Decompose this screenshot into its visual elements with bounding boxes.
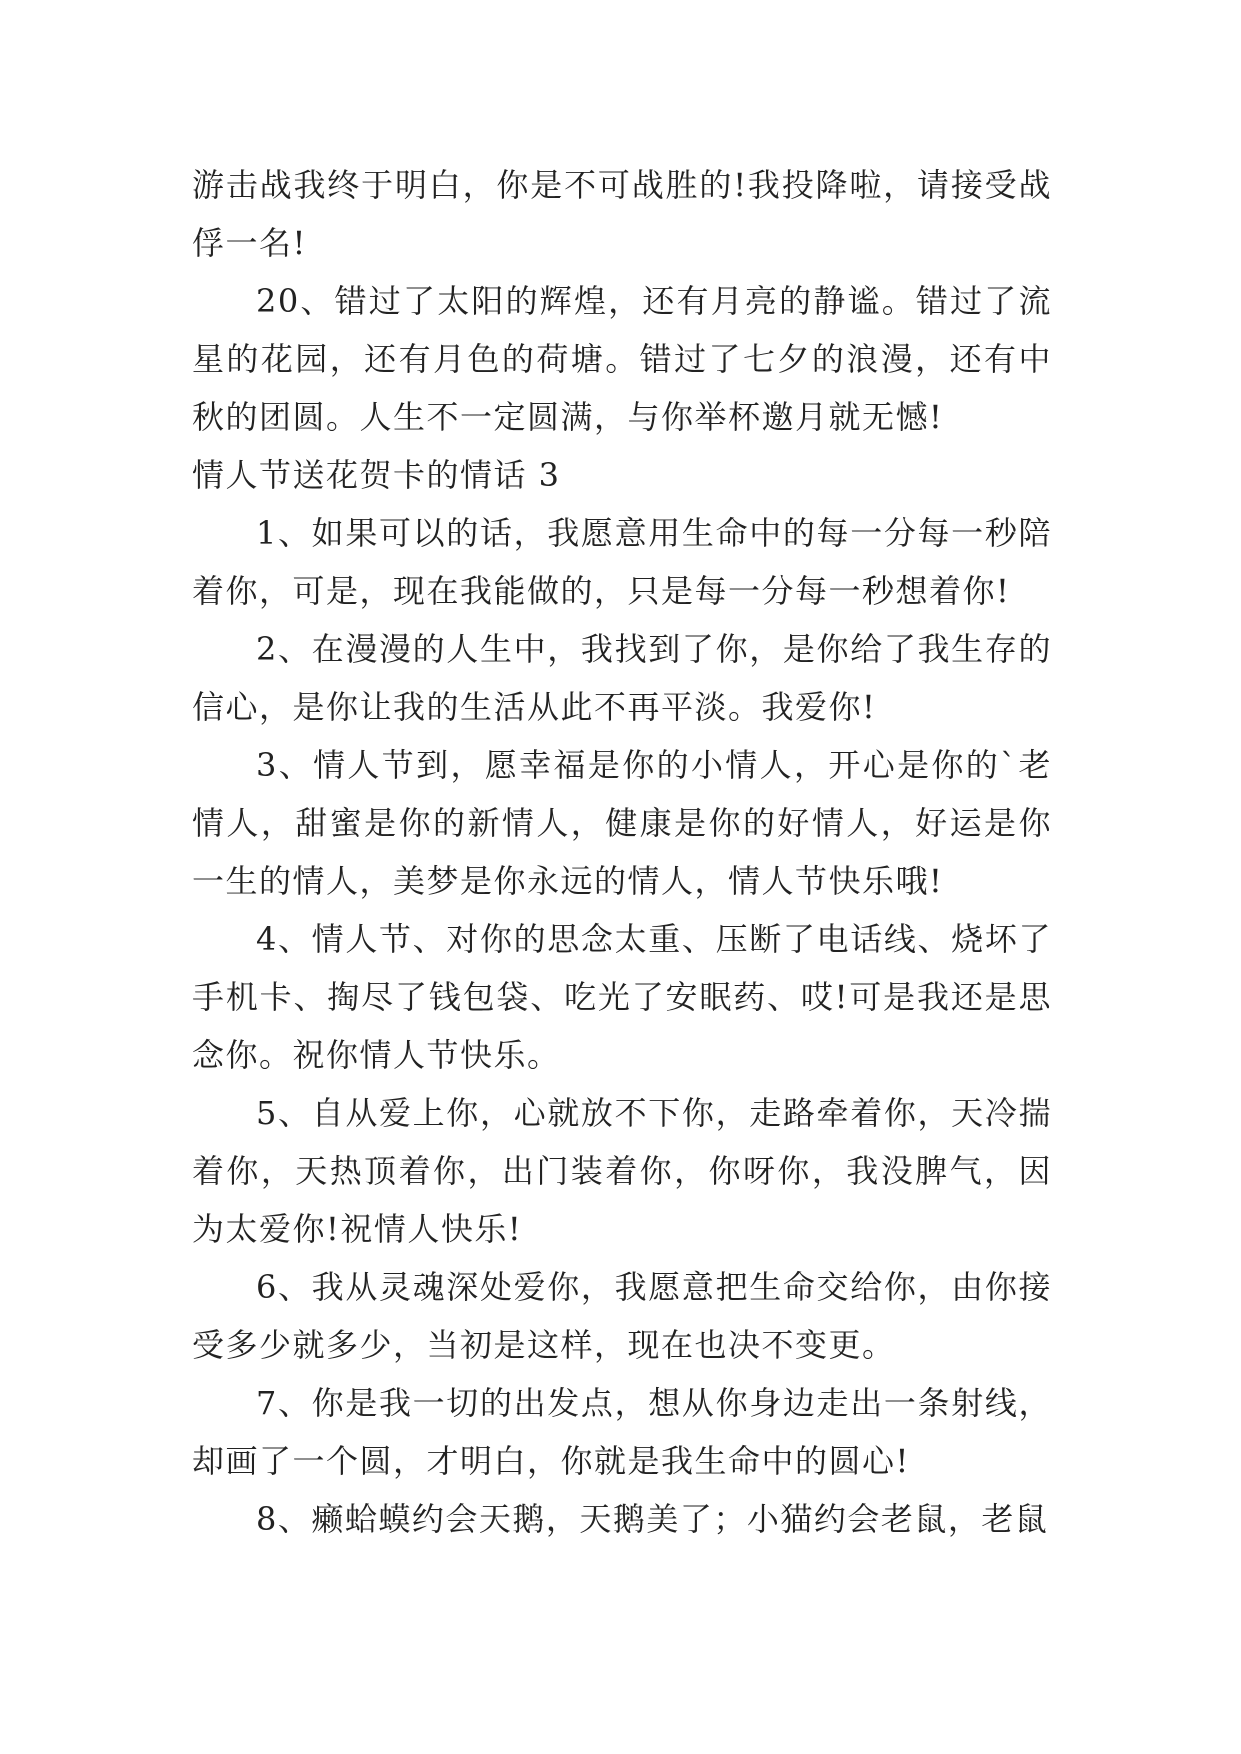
paragraph-2: 2、在漫漫的人生中，我找到了你，是你给了我生存的信心，是你让我的生活从此不再平淡。我爱你! — [192, 630, 1052, 726]
paragraph-4: 4、情人节、对你的思念太重、压断了电话线、烧坏了手机卡、掏尽了钱包袋、吃光了安眠药、哎!可是我还是思念你。祝你情人节快乐。 — [192, 920, 1052, 1074]
paragraph-5: 5、自从爱上你，心就放不下你，走路牵着你，天冷揣着你，天热顶着你，出门装着你，你呀你，我没脾气，因为太爱你!祝情人快乐! — [192, 1094, 1052, 1248]
section-heading: 情人节送花贺卡的情话 3 — [192, 456, 561, 494]
document-body — [192, 156, 1052, 1548]
paragraph-6: 6、我从灵魂深处爱你，我愿意把生命交给你，由你接受多少就多少，当初是这样，现在也决不变更。 — [192, 1268, 1052, 1364]
paragraph-3: 3、情人节到，愿幸福是你的小情人，开心是你的`老情人，甜蜜是你的新情人，健康是你的好情人，好运是你一生的情人，美梦是你永远的情人，情人节快乐哦! — [192, 746, 1052, 900]
paragraph-8: 8、癞蛤蟆约会天鹅，天鹅美了；小猫约会老鼠，老鼠 — [256, 1500, 1049, 1538]
paragraph-1: 1、如果可以的话，我愿意用生命中的每一分每一秒陪着你，可是，现在我能做的，只是每一分每一秒想着你! — [192, 514, 1052, 610]
paragraph-7: 7、你是我一切的出发点，想从你身边走出一条射线，却画了一个圆，才明白，你就是我生命中的圆心! — [192, 1384, 1052, 1480]
paragraph-20: 20、错过了太阳的辉煌，还有月亮的静谧。错过了流星的花园，还有月色的荷塘。错过了七夕的浪漫，还有中秋的团圆。人生不一定圆满，与你举杯邀月就无憾! — [192, 282, 1052, 436]
paragraph-continuation: 游击战我终于明白，你是不可战胜的!我投降啦，请接受战俘一名! — [192, 166, 1052, 262]
